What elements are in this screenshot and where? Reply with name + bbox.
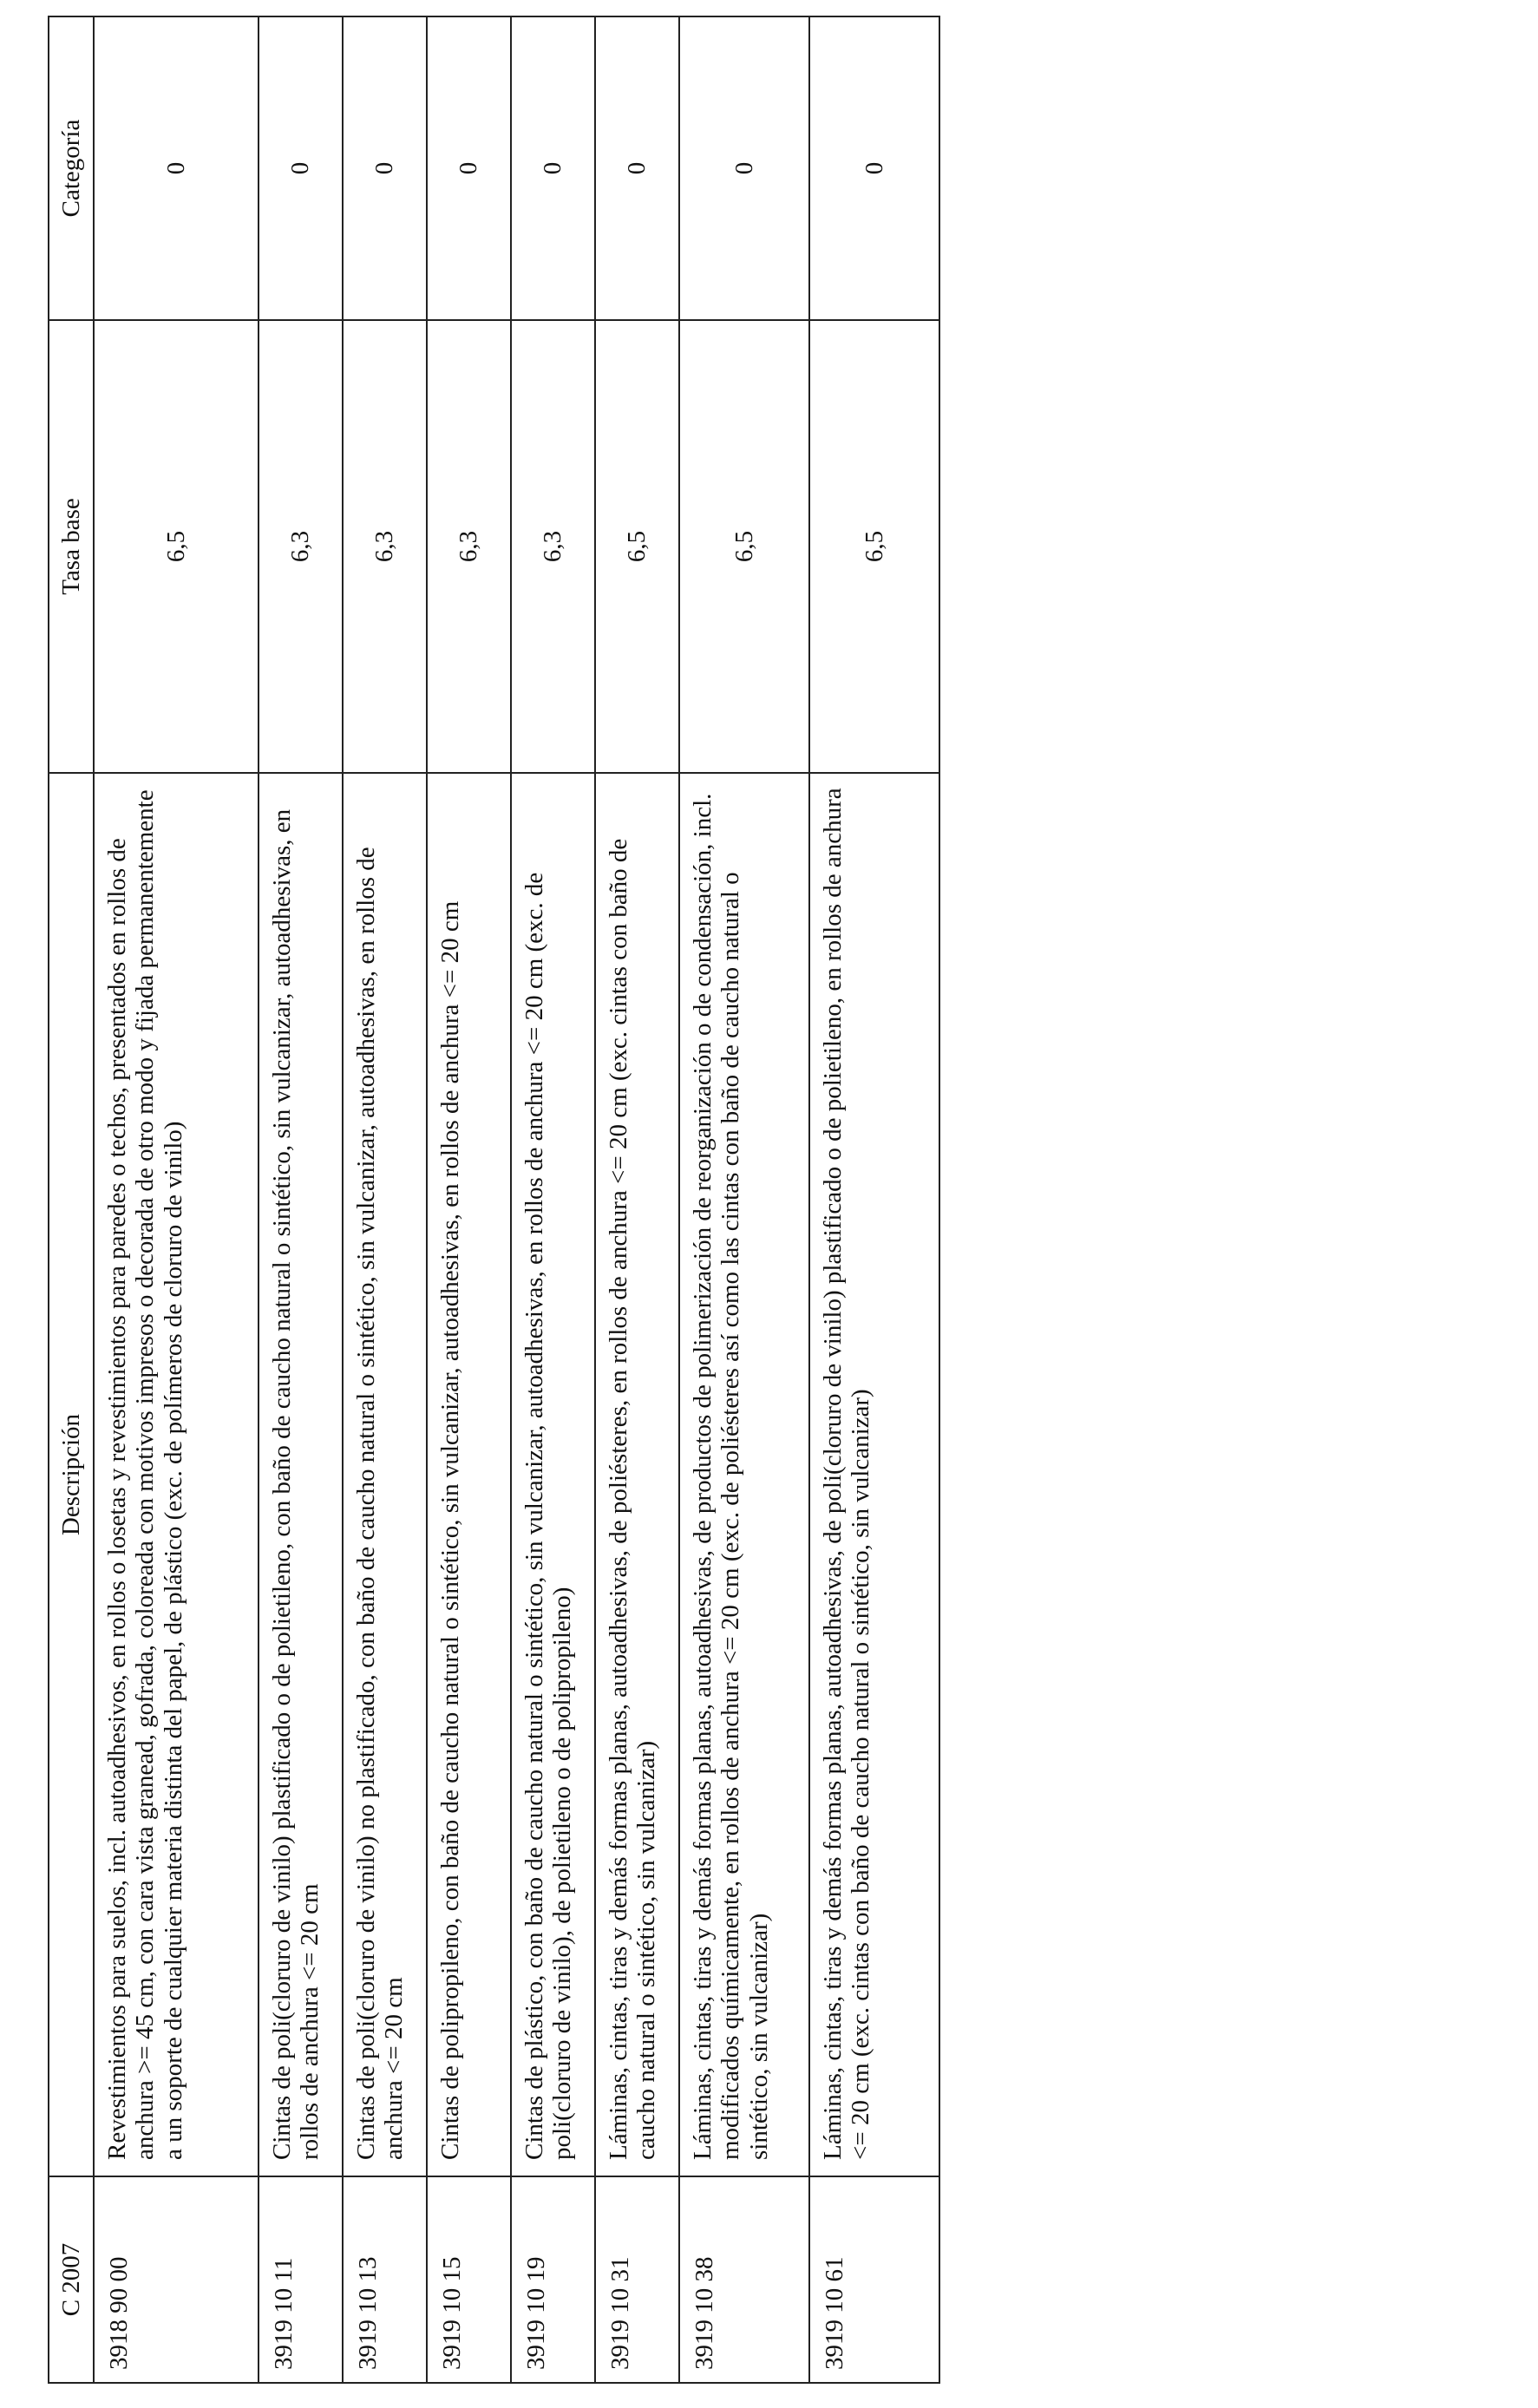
cell-category: 0 bbox=[259, 16, 343, 320]
header-description: Descripción bbox=[49, 773, 94, 2176]
cell-category: 0 bbox=[595, 16, 679, 320]
cell-rate: 6,3 bbox=[343, 320, 427, 773]
cell-rate: 6,5 bbox=[679, 320, 809, 773]
table-row bbox=[679, 16, 809, 2383]
cell-rate: 6,3 bbox=[511, 320, 595, 773]
cell-description: Cintas de poli(cloruro de vinilo) no plastificado, con baño de caucho natural o sintético, sin vulcanizar, autoadhesivas, en rollos de anchura <= 20 cm bbox=[343, 773, 427, 2176]
cell-description: Revestimientos para suelos, incl. autoadhesivos, en rollos o losetas y revestimientos para paredes o techos, presentados en rollos de anchura >= 45 cm, con cara vista granead, gofrada, coloreada con motivos impresos o decorada de otro modo y fijada permanentemente a un soporte de cualquier materia distinta del papel, de plástico (exc. de polímeros de cloruro de vinilo) bbox=[94, 773, 259, 2176]
table-row bbox=[427, 16, 511, 2383]
cell-code: 3918 90 00 bbox=[94, 2176, 259, 2383]
cell-description: Láminas, cintas, tiras y demás formas planas, autoadhesivas, de poliésteres, en rollos de anchura <= 20 cm (exc. cintas con baño de caucho natural o sintético, sin vulcanizar) bbox=[595, 773, 679, 2176]
cell-category: 0 bbox=[679, 16, 809, 320]
cell-category: 0 bbox=[511, 16, 595, 320]
cell-description: Láminas, cintas, tiras y demás formas planas, autoadhesivas, de poli(cloruro de vinilo) plastificado o de polietileno, en rollos de anchura <= 20 cm (exc. cintas con baño de caucho natural o sintético, sin vulcanizar) bbox=[809, 773, 939, 2176]
cell-code: 3919 10 31 bbox=[595, 2176, 679, 2383]
table-row bbox=[343, 16, 427, 2383]
table-row bbox=[259, 16, 343, 2383]
tariff-table bbox=[48, 16, 940, 2384]
cell-rate: 6,3 bbox=[259, 320, 343, 773]
cell-category: 0 bbox=[427, 16, 511, 320]
header-rate: Tasa base bbox=[49, 320, 94, 773]
cell-description: Cintas de poli(cloruro de vinilo) plastificado o de polietileno, con baño de caucho natural o sintético, sin vulcanizar, autoadhesivas, en rollos de anchura <= 20 cm bbox=[259, 773, 343, 2176]
cell-category: 0 bbox=[94, 16, 259, 320]
cell-rate: 6,5 bbox=[94, 320, 259, 773]
table-row bbox=[94, 16, 259, 2383]
cell-code: 3919 10 15 bbox=[427, 2176, 511, 2383]
cell-category: 0 bbox=[809, 16, 939, 320]
rotated-table-container bbox=[48, 17, 933, 2384]
cell-description: Cintas de polipropileno, con baño de caucho natural o sintético, sin vulcanizar, autoadhesivas, en rollos de anchura <= 20 cm bbox=[427, 773, 511, 2176]
cell-code: 3919 10 19 bbox=[511, 2176, 595, 2383]
header-code: C 2007 bbox=[49, 2176, 94, 2383]
table-row bbox=[511, 16, 595, 2383]
cell-rate: 6,5 bbox=[809, 320, 939, 773]
cell-code: 3919 10 61 bbox=[809, 2176, 939, 2383]
cell-category: 0 bbox=[343, 16, 427, 320]
cell-rate: 6,5 bbox=[595, 320, 679, 773]
cell-description: Cintas de plástico, con baño de caucho natural o sintético, sin vulcanizar, autoadhesivas, en rollos de anchura <= 20 cm (exc. de poli(cloruro de vinilo), de polietileno o de polipropileno) bbox=[511, 773, 595, 2176]
table-row bbox=[595, 16, 679, 2383]
cell-code: 3919 10 13 bbox=[343, 2176, 427, 2383]
header-row bbox=[49, 16, 94, 2383]
cell-rate: 6,3 bbox=[427, 320, 511, 773]
cell-code: 3919 10 38 bbox=[679, 2176, 809, 2383]
cell-description: Láminas, cintas, tiras y demás formas planas, autoadhesivas, de productos de polimerización de reorganización o de condensación, incl. modificados químicamente, en rollos de anchura <= 20 cm (exc. de poliésteres así como las cintas con baño de caucho natural o sintético, sin vulcanizar) bbox=[679, 773, 809, 2176]
table-row bbox=[809, 16, 939, 2383]
header-category: Categoría bbox=[49, 16, 94, 320]
cell-code: 3919 10 11 bbox=[259, 2176, 343, 2383]
